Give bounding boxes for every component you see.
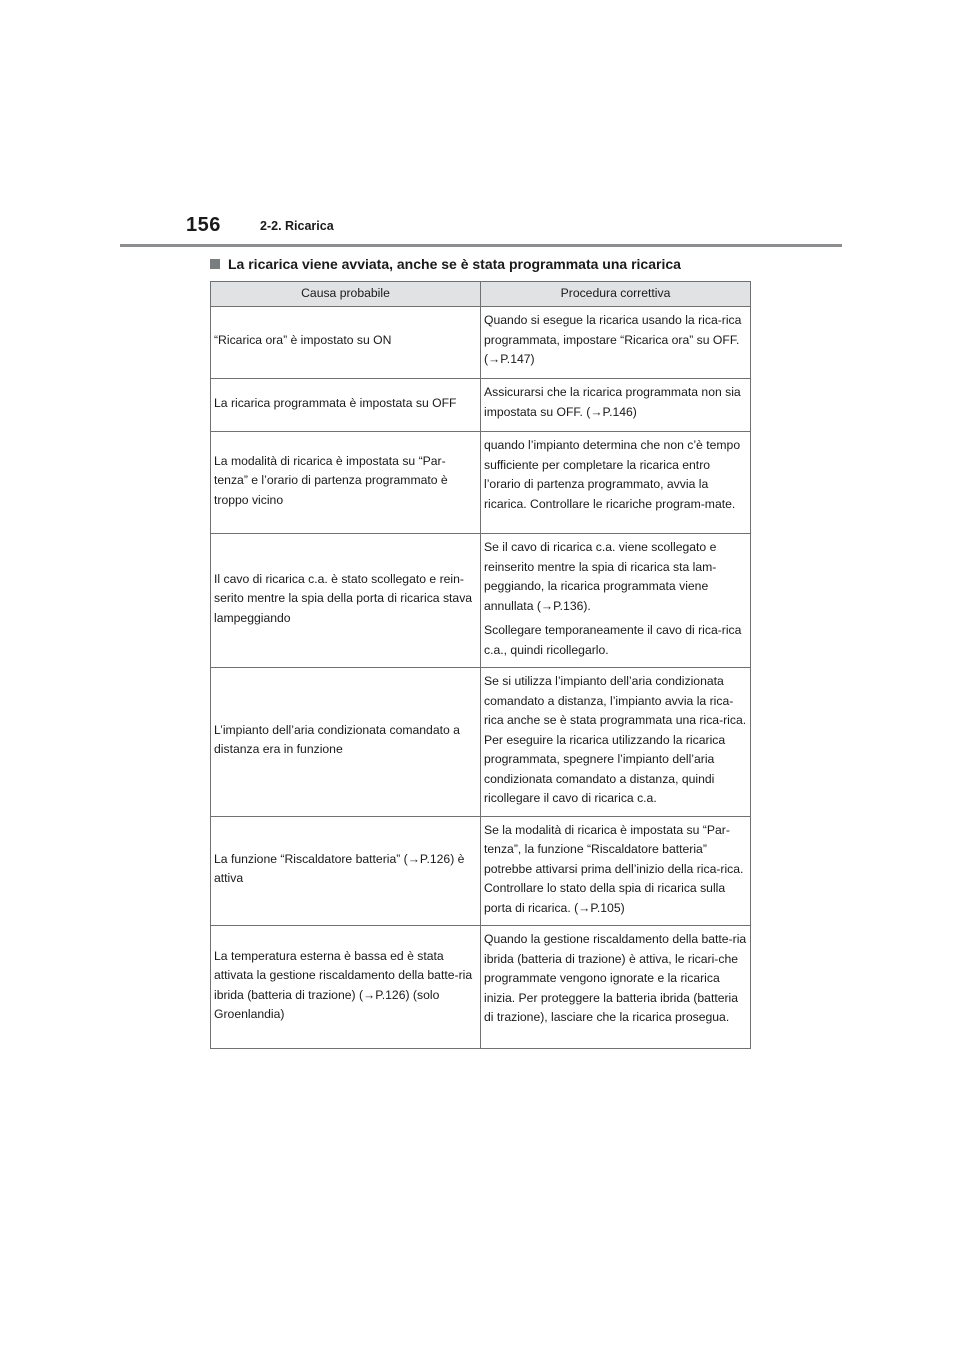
remedy-text: Quando la gestione riscaldamento della batte-ria ibrida (batteria di trazione) è attiva, le ricari-che programmate vengono ignorate e la ricarica inizia. Per proteggere la batteria ibrida (batteria di trazione), lasciare che la ricarica prosegua. <box>484 932 747 1024</box>
remedy-text: Se il cavo di ricarica c.a. viene scollegato e reinserito mentre la spia di ricarica sta lam-peggiando, la ricarica programmata viene annullata (→P.136). <box>484 540 717 613</box>
cause-cell: Il cavo di ricarica c.a. è stato scollegato e rein-serito mentre la spia della porta di ricarica stava lampeggiando <box>211 534 481 668</box>
header-divider <box>120 244 842 247</box>
table-row <box>211 534 751 668</box>
remedy-text: Se la modalità di ricarica è impostata su “Par-tenza”, la funzione “Riscaldatore batteria” potrebbe attivarsi prima dell’inizio della rica-rica. Controllare lo stato della spia di ricarica sulla porta di ricarica. (→P.105) <box>484 822 744 915</box>
remedy-cell <box>481 926 751 1049</box>
column-header-remedy: Procedura correttiva <box>481 282 751 307</box>
square-bullet-icon <box>210 259 220 269</box>
remedy-cell <box>481 307 751 379</box>
cause-cell: La funzione “Riscaldatore batteria” (→P.126) è attiva <box>211 816 481 926</box>
remedy-text: Scollegare temporaneamente il cavo di rica-rica c.a., quindi ricollegarlo. <box>484 623 742 657</box>
table-row <box>211 668 751 817</box>
remedy-cell <box>481 379 751 432</box>
page-number: 156 <box>186 214 221 236</box>
table-header-row <box>211 282 751 307</box>
remedy-cell <box>481 534 751 668</box>
table-row <box>211 379 751 432</box>
remedy-text: Assicurarsi che la ricarica programmata non sia impostata su OFF. (→P.146) <box>484 385 741 419</box>
cause-cell: La ricarica programmata è impostata su OFF <box>211 379 481 432</box>
table-row <box>211 307 751 379</box>
section-label: 2-2. Ricarica <box>260 219 334 233</box>
table-row <box>211 816 751 926</box>
remedy-text: Quando si esegue la ricarica usando la rica-rica programmata, impostare “Ricarica ora” su OFF. (→P.147) <box>484 313 742 366</box>
cause-cell: “Ricarica ora” è impostato su ON <box>211 307 481 379</box>
table-row <box>211 926 751 1049</box>
cause-cell: La temperatura esterna è bassa ed è stata attivata la gestione riscaldamento della batte-ria ibrida (batteria di trazione) (→P.126) (solo Groenlandia) <box>211 926 481 1049</box>
remedy-text: Se si utilizza l’impianto dell’aria condizionata comandato a distanza, l’impianto avvia la rica-rica anche se è stata programmata una rica-rica. Per eseguire la ricarica utilizzando la ricarica programmata, spegnere l’impianto dell’aria condizionata comandato a distanza, quindi ricollegare il cavo di ricarica c.a. <box>484 674 747 805</box>
remedy-text: quando l’impianto determina che non c’è tempo sufficiente per completare la ricarica entro l’orario di partenza programmato, avvia la ricarica. Controllare le ricariche program-mate. <box>484 438 741 511</box>
troubleshooting-table <box>210 281 751 1049</box>
remedy-cell <box>481 668 751 817</box>
column-header-cause: Causa probabile <box>211 282 481 307</box>
remedy-cell <box>481 816 751 926</box>
cause-cell: L’impianto dell’aria condizionata comandato a distanza era in funzione <box>211 668 481 817</box>
cause-cell: La modalità di ricarica è impostata su “Par-tenza” e l’orario di partenza programmato è troppo vicino <box>211 432 481 534</box>
section-heading <box>210 256 681 272</box>
section-heading-text: La ricarica viene avviata, anche se è stata programmata una ricarica <box>228 256 681 272</box>
remedy-cell <box>481 432 751 534</box>
table-row <box>211 432 751 534</box>
